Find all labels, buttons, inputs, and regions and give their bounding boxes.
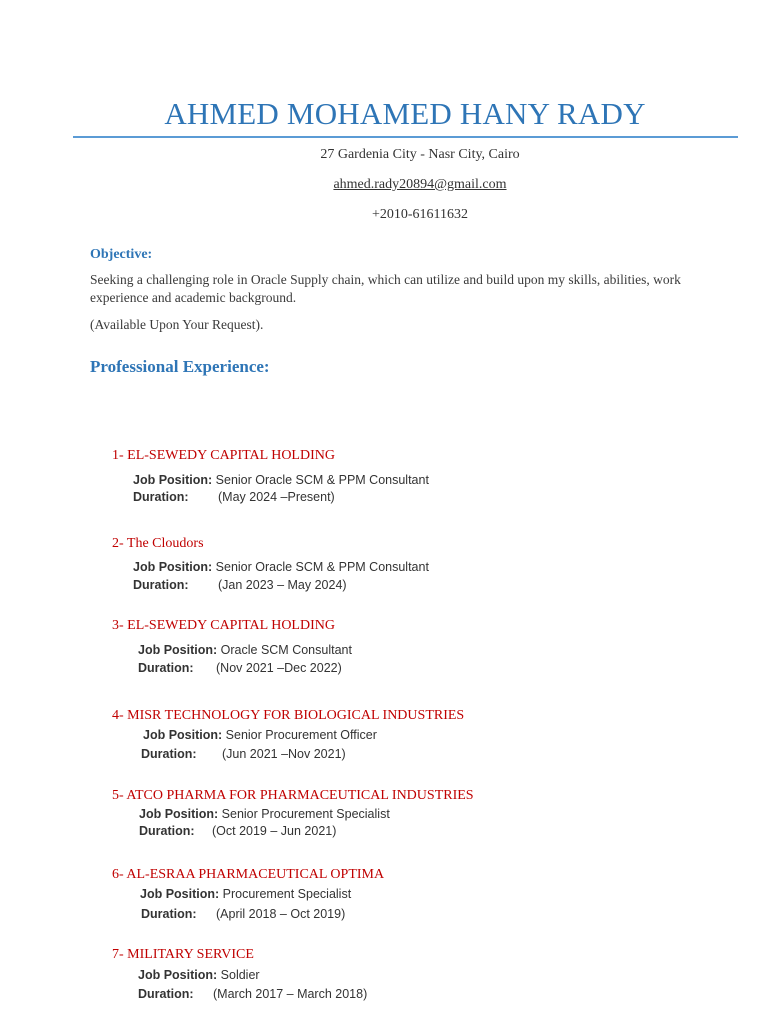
header-divider xyxy=(73,136,738,138)
job-position-label: Job Position: xyxy=(138,643,218,657)
job-position-value: Procurement Specialist xyxy=(222,887,352,901)
duration-row xyxy=(133,490,335,504)
duration-row xyxy=(138,987,368,1001)
job-position-row xyxy=(138,968,260,982)
duration-value: (March 2017 – March 2018) xyxy=(213,987,368,1001)
job-position-row xyxy=(138,643,352,657)
job-position-row xyxy=(140,887,351,901)
job-position-label: Job Position: xyxy=(139,807,219,821)
duration-label: Duration: xyxy=(141,907,197,921)
duration-label: Duration: xyxy=(133,578,189,592)
duration-value: (Nov 2021 –Dec 2022) xyxy=(216,661,342,675)
job-position-label: Job Position: xyxy=(143,728,223,742)
address: 27 Gardenia City - Nasr City, Cairo xyxy=(320,147,520,162)
job-position-row xyxy=(133,473,429,487)
job-position-label: Job Position: xyxy=(140,887,220,901)
company-name: 2- The Cloudors xyxy=(112,536,204,551)
duration-label: Duration: xyxy=(138,987,194,1001)
company-name: 1- EL-SEWEDY CAPITAL HOLDING xyxy=(112,448,335,463)
company-name: 4- MISR TECHNOLOGY FOR BIOLOGICAL INDUSTRIES xyxy=(112,708,465,723)
job-position-value: Oracle SCM Consultant xyxy=(220,643,352,657)
job-position-value: Soldier xyxy=(220,968,260,982)
availability-note: (Available Upon Your Request). xyxy=(90,317,264,332)
duration-value: (April 2018 – Oct 2019) xyxy=(216,907,346,921)
candidate-name: AHMED MOHAMED HANY RADY xyxy=(164,96,646,131)
objective-heading: Objective: xyxy=(90,247,153,262)
objective-text: Seeking a challenging role in Oracle Supply chain, which can utilize and build upon my skills, abilities, work experience and academic background. xyxy=(90,272,681,305)
job-position-value: Senior Procurement Officer xyxy=(225,728,377,742)
duration-label: Duration: xyxy=(141,747,197,761)
duration-value: (May 2024 –Present) xyxy=(218,490,335,504)
job-position-value: Senior Procurement Specialist xyxy=(221,807,390,821)
company-name: 7- MILITARY SERVICE xyxy=(112,947,254,962)
job-position-row xyxy=(139,807,390,821)
duration-row xyxy=(141,907,346,921)
duration-row xyxy=(138,661,342,675)
phone-number: +2010-61611632 xyxy=(371,207,469,222)
job-position-row xyxy=(143,728,377,742)
company-name: 6- AL-ESRAA PHARMACEUTICAL OPTIMA xyxy=(112,867,385,882)
job-position-row xyxy=(133,560,429,574)
job-position-value: Senior Oracle SCM & PPM Consultant xyxy=(215,560,429,574)
job-position-label: Job Position: xyxy=(138,968,218,982)
company-name: 5- ATCO PHARMA FOR PHARMACEUTICAL INDUSTRIES xyxy=(112,788,474,803)
job-position-value: Senior Oracle SCM & PPM Consultant xyxy=(215,473,429,487)
duration-value: (Jan 2023 – May 2024) xyxy=(218,578,347,592)
duration-row xyxy=(141,747,346,761)
duration-value: (Oct 2019 – Jun 2021) xyxy=(212,824,337,838)
duration-value: (Jun 2021 –Nov 2021) xyxy=(222,747,346,761)
duration-label: Duration: xyxy=(138,661,194,675)
company-name: 3- EL-SEWEDY CAPITAL HOLDING xyxy=(112,618,335,633)
job-position-label: Job Position: xyxy=(133,560,213,574)
duration-row xyxy=(139,824,337,838)
experience-heading: Professional Experience: xyxy=(90,357,270,376)
duration-label: Duration: xyxy=(133,490,189,504)
duration-label: Duration: xyxy=(139,824,195,838)
duration-row xyxy=(133,578,347,592)
job-position-label: Job Position: xyxy=(133,473,213,487)
email-link[interactable]: ahmed.rady20894@gmail.com xyxy=(333,177,507,192)
